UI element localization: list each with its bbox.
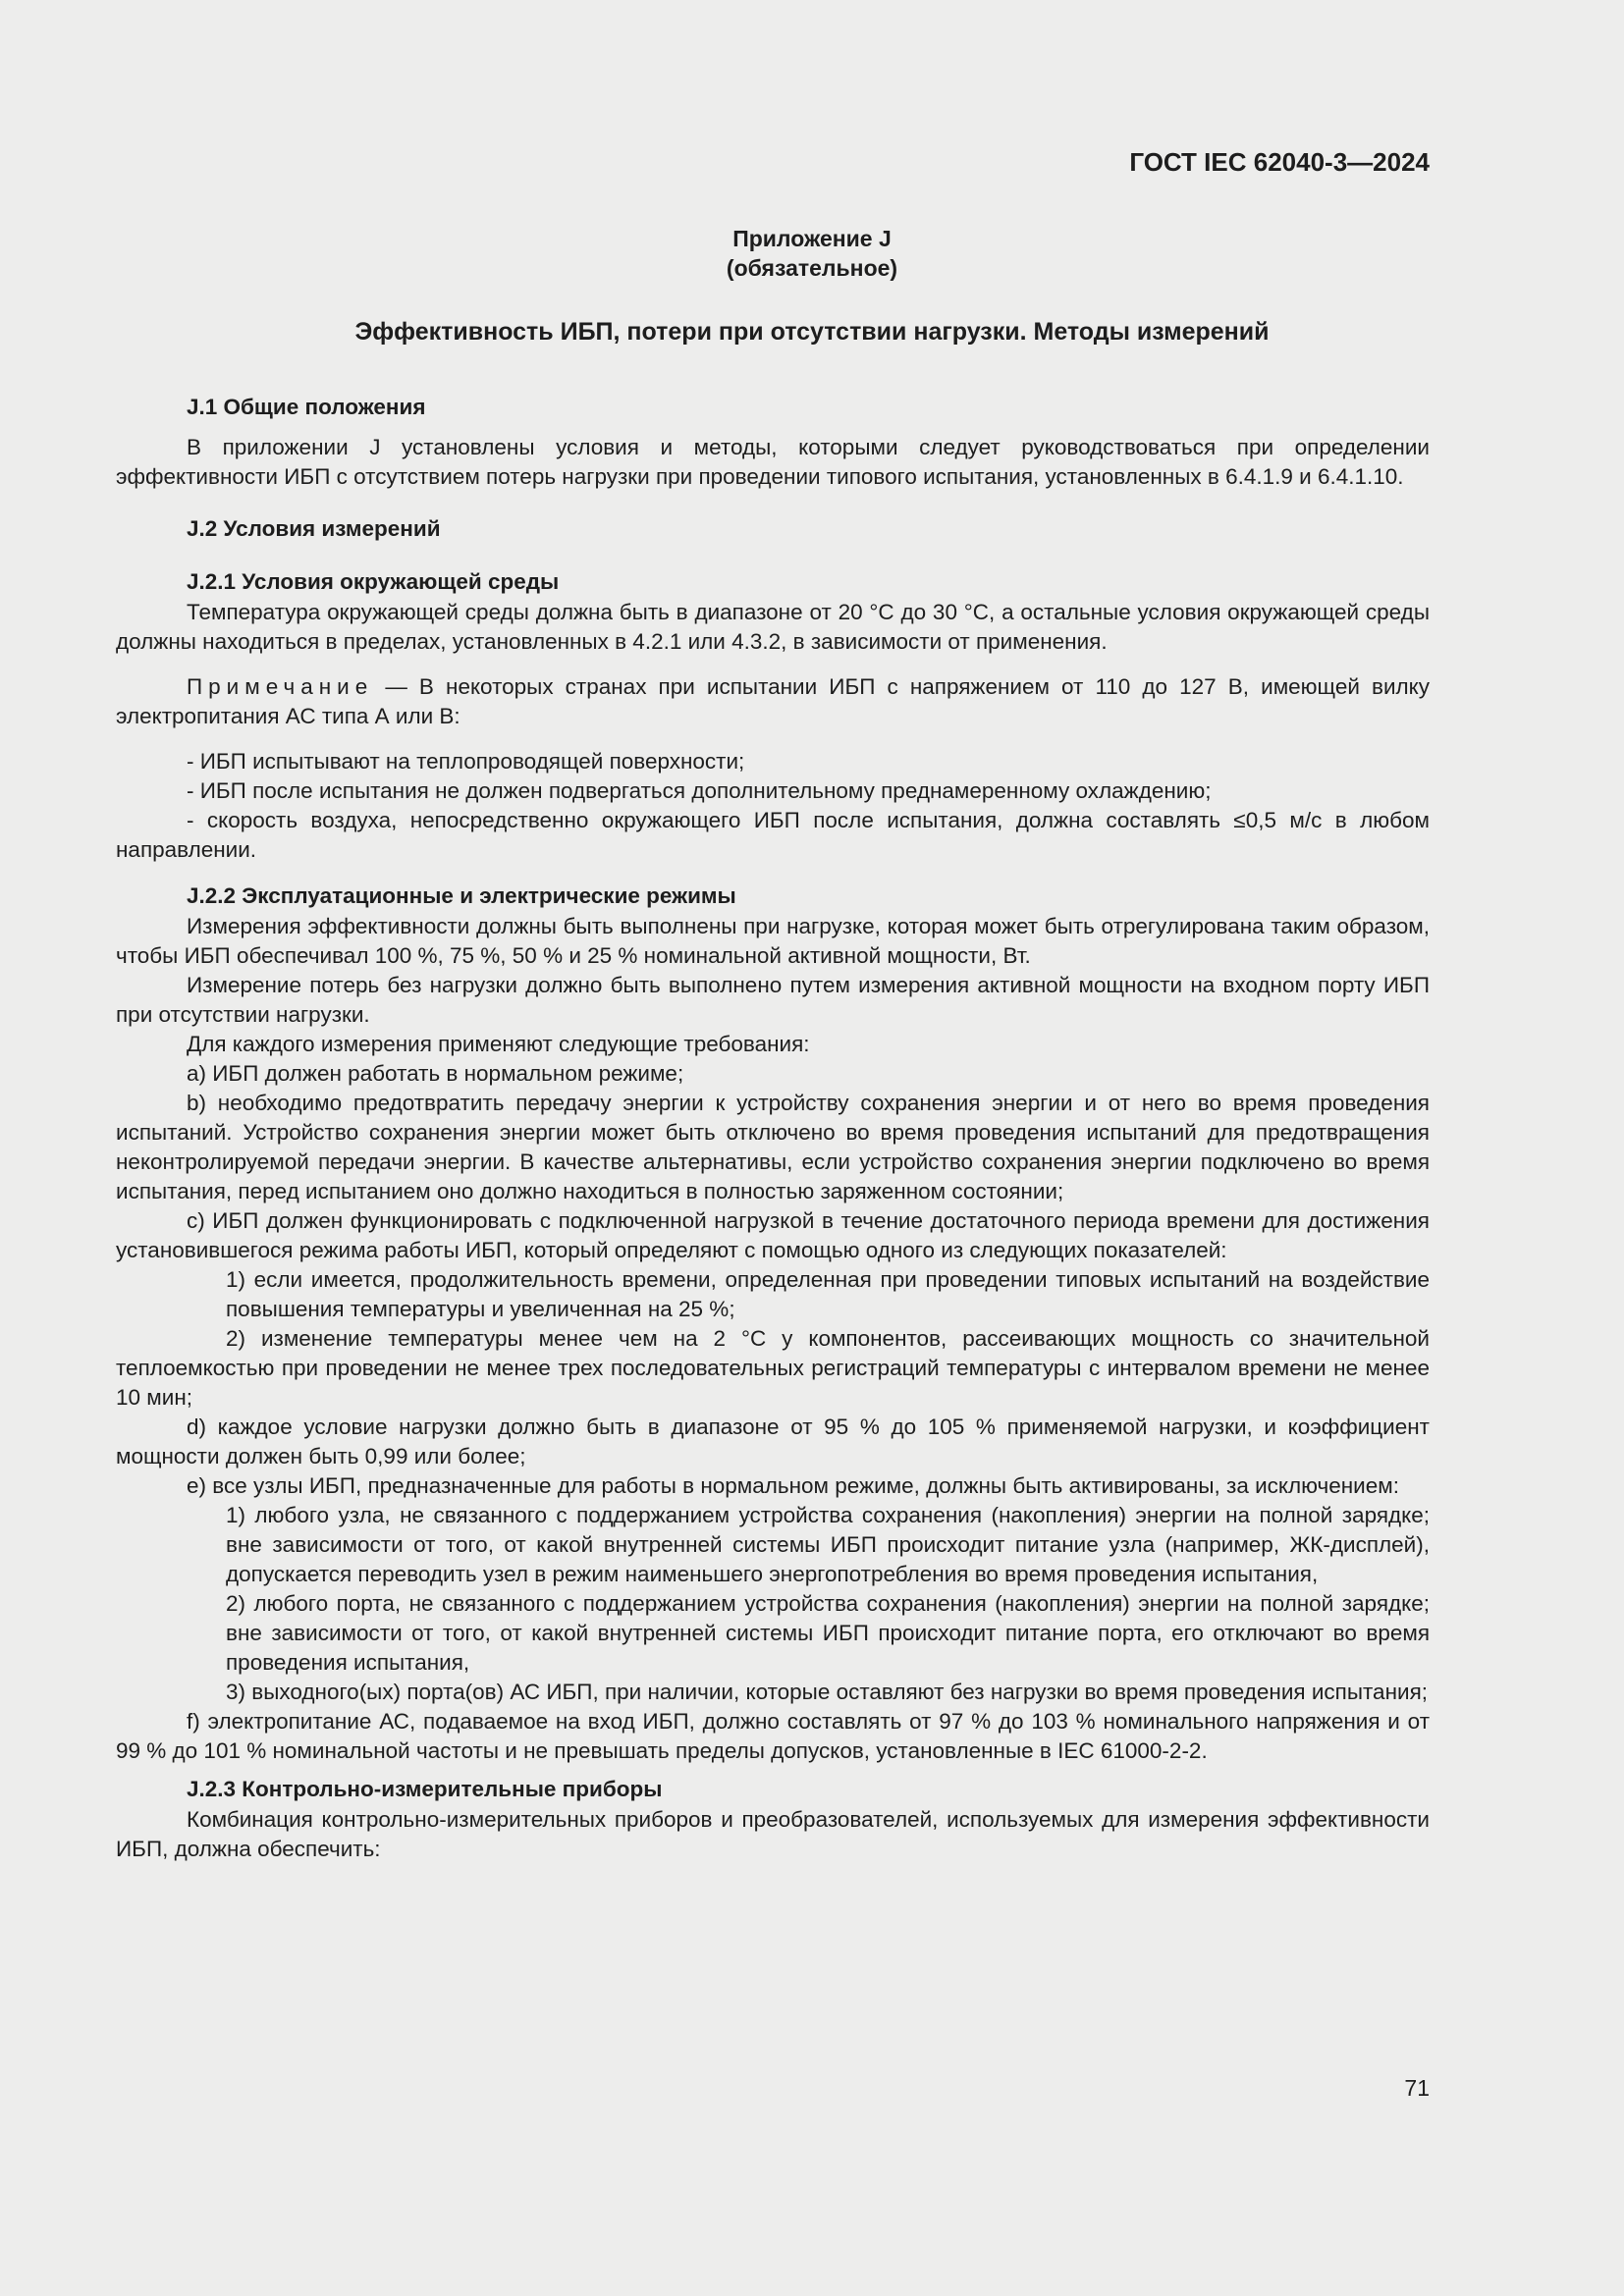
- sub-list-item: 1) любого узла, не связанного с поддержанием устройства сохранения (накопления) энергии на полной зарядке; вне зависимости от того, от какой внутренней системы ИБП происходит питание узла (например, ЖК-дисплей), допускается переводить узел в режим наименьшего энергопотребления во время проведения испытания,: [226, 1503, 1430, 1586]
- list-item: - скорость воздуха, непосредственно окружающего ИБП после испытания, должна составлять ≤0,5 м/с в любом направлении.: [116, 808, 1430, 862]
- sub-list-item: 3) выходного(ых) порта(ов) АС ИБП, при наличии, которые оставляют без нагрузки во время проведения испытания;: [226, 1680, 1428, 1704]
- note-paragraph: [116, 672, 1430, 731]
- appendix-subtitle: (обязательное): [726, 255, 898, 281]
- paragraph: Температура окружающей среды должна быть в диапазоне от 20 °С до 30 °С, а остальные условия окружающей среды должны находиться в пределах, установленных в 4.2.1 или 4.3.2, в зависимости от применения.: [116, 600, 1430, 654]
- paragraph: Измерение потерь без нагрузки должно быть выполнено путем измерения активной мощности на входном порту ИБП при отсутствии нагрузки.: [116, 973, 1430, 1027]
- subsection-heading: J.2.1 Условия окружающей среды: [187, 569, 560, 594]
- list-item: - ИБП испытывают на теплопроводящей поверхности;: [187, 749, 745, 774]
- sub-list-item-lead: 2) изменение температуры менее чем на 2 °С у компонентов, рассеивающих мощность со значительной: [226, 1326, 1430, 1351]
- appendix-title: Приложение J: [732, 226, 892, 251]
- subsection-heading: J.2.3 Контрольно-измерительные приборы: [187, 1777, 663, 1801]
- note-text: — В некоторых странах при испытании ИБП с напряжением от 110 до 127 В, имеющей вилку электропитания АС типа А или В:: [116, 674, 1430, 728]
- note-label: Примечание: [187, 674, 374, 699]
- appendix-heading: [0, 224, 1624, 283]
- sub-list-item: [116, 1324, 1430, 1413]
- paragraph: В приложении J установлены условия и методы, которыми следует руководствоваться при определении эффективности ИБП с отсутствием потерь нагрузки при проведении типового испытания, установленных в 6.4.1.9 и 6.4.1.10.: [116, 435, 1430, 489]
- paragraph: Комбинация контрольно-измерительных приборов и преобразователей, используемых для измерения эффективности ИБП, должна обеспечить:: [116, 1807, 1430, 1861]
- paragraph: Для каждого измерения применяют следующие требования:: [187, 1032, 810, 1056]
- document-body: [116, 392, 1430, 1864]
- page-number: 71: [1404, 2075, 1430, 2101]
- sub-list-item: 1) если имеется, продолжительность времени, определенная при проведении типовых испытаний на воздействие повышения температуры и увеличенная на 25 %;: [226, 1267, 1430, 1321]
- list-item: b) необходимо предотвратить передачу энергии к устройству сохранения энергии и от него во время проведения испытаний. Устройство сохранения энергии может быть отключено во время проведения испытаний для предотвращения неконтролируемой передачи энергии. В качестве альтернативы, если устройство сохранения энергии подключено во время испытания, перед испытанием оно должно находиться в полностью заряженном состоянии;: [116, 1091, 1430, 1203]
- list-item: d) каждое условие нагрузки должно быть в диапазоне от 95 % до 105 % применяемой нагрузки, и коэффициент мощности должен быть 0,99 или более;: [116, 1415, 1430, 1468]
- section-heading: J.1 Общие положения: [187, 395, 426, 419]
- subsection-heading: J.2.2 Эксплуатационные и электрические режимы: [187, 883, 736, 908]
- paragraph: Измерения эффективности должны быть выполнены при нагрузке, которая может быть отрегулирована таким образом, чтобы ИБП обеспечивал 100 %, 75 %, 50 % и 25 % номинальной активной мощности, Вт.: [116, 914, 1430, 968]
- list-item: а) ИБП должен работать в нормальном режиме;: [187, 1061, 684, 1086]
- section-heading: J.2 Условия измерений: [187, 516, 441, 541]
- list-item: f) электропитание АС, подаваемое на вход ИБП, должно составлять от 97 % до 103 % номинального напряжения и от 99 % до 101 % номинальной частоты и не превышать пределы допусков, установленные в IEC 61000-2-2.: [116, 1709, 1430, 1763]
- list-item: е) все узлы ИБП, предназначенные для работы в нормальном режиме, должны быть активированы, за исключением:: [187, 1473, 1399, 1498]
- list-item: с) ИБП должен функционировать с подключенной нагрузкой в течение достаточного периода времени для достижения установившегося режима работы ИБП, который определяют с помощью одного из следующих показателей:: [116, 1208, 1430, 1262]
- sub-list-item: 2) любого порта, не связанного с поддержанием устройства сохранения (накопления) энергии на полной зарядке; вне зависимости от того, от какой внутренней системы ИБП происходит питание порта, его отключают во время проведения испытания,: [226, 1591, 1430, 1675]
- sub-list-item-rest: теплоемкостью при проведении не менее трех последовательных регистраций температуры с интервалом времени не менее 10 мин;: [116, 1356, 1430, 1410]
- document-header: ГОСТ IEC 62040-3—2024: [1129, 147, 1430, 177]
- main-title: Эффективность ИБП, потери при отсутствии нагрузки. Методы измерений: [354, 318, 1270, 346]
- list-item: - ИБП после испытания не должен подвергаться дополнительному преднамеренному охлаждению;: [187, 778, 1212, 803]
